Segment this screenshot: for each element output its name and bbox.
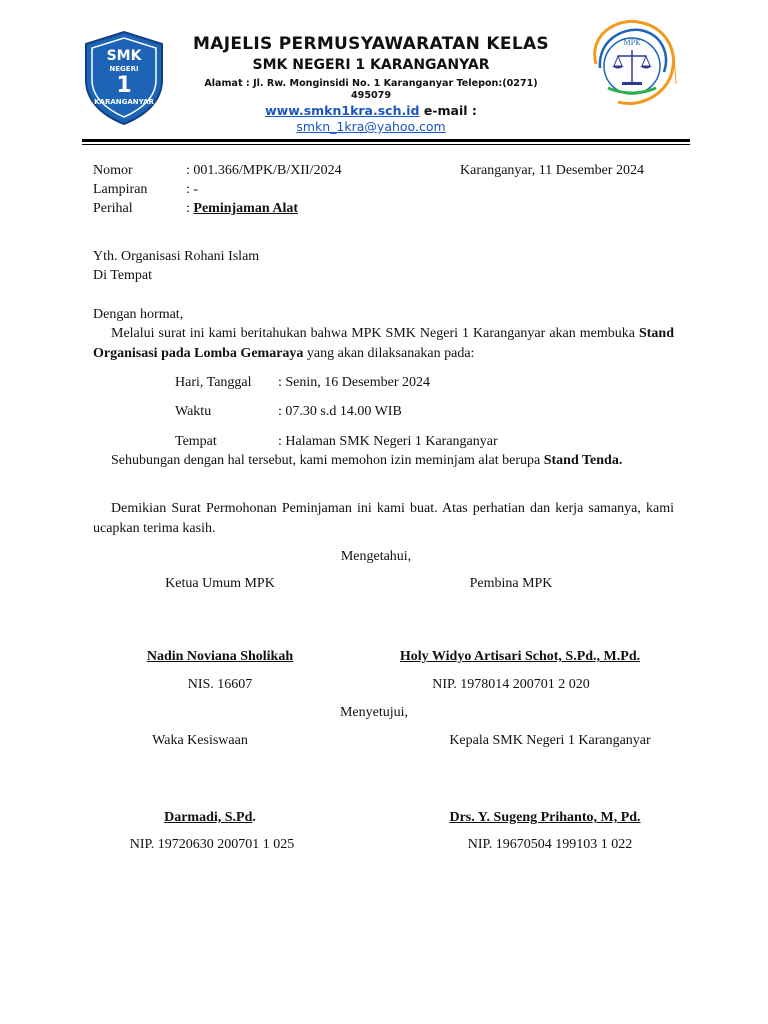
website-link[interactable]: www.smkn1kra.sch.id bbox=[265, 103, 420, 118]
smk-shield-logo bbox=[82, 30, 166, 126]
para2-text: Sehubungan dengan hal tersebut, kami memohon izin meminjam alat berupa bbox=[111, 453, 544, 468]
sig-right2-id: NIP. 19670504 199103 1 022 bbox=[467, 837, 633, 852]
paragraph-3: Demikian Surat Permohonan Peminjaman ini kami buat. Atas perhatian dan kerja samanya, kami ucapkan terima kasih. bbox=[93, 501, 674, 536]
paragraph-2 bbox=[93, 451, 674, 471]
detail-value-date: : Senin, 16 Desember 2024 bbox=[278, 375, 431, 390]
perihal-colon: : bbox=[186, 201, 194, 216]
nomor-label: Nomor bbox=[93, 163, 133, 178]
sig-left2-suffix: . bbox=[252, 810, 256, 825]
detail-value-place: : Halaman SMK Negeri 1 Karanganyar bbox=[278, 434, 498, 449]
detail-label-time: Waktu bbox=[175, 404, 212, 419]
header-rule-thick bbox=[82, 139, 690, 142]
lampiran-label: Lampiran bbox=[93, 182, 148, 197]
place-date: Karanganyar, 11 Desember 2024 bbox=[460, 163, 644, 178]
sig-right2-role: Kepala SMK Negeri 1 Karanganyar bbox=[449, 733, 651, 748]
sig-left-role: Ketua Umum MPK bbox=[165, 576, 275, 591]
school-address: Alamat : Jl. Rw. Monginsidi No. 1 Karanganyar Telepon:(0271) 495079 bbox=[204, 78, 538, 101]
para1-text-a: Melalui surat ini kami beritahukan bahwa MPK SMK Negeri 1 Karanganyar akan membuka bbox=[111, 326, 639, 341]
para1-bold: Stand Organisasi pada Lomba Gemaraya bbox=[93, 326, 674, 361]
sig-left2-name: Darmadi, S.Pd bbox=[164, 810, 253, 825]
perihal-value-line bbox=[186, 199, 298, 218]
detail-label-place: Tempat bbox=[175, 434, 217, 449]
logo-text-karanganyar: KARANGANYAR bbox=[94, 98, 154, 106]
email-label: e-mail : bbox=[419, 103, 477, 118]
sig-right2-name: Drs. Y. Sugeng Prihanto, M, Pd. bbox=[449, 810, 641, 825]
logo-text-negeri: NEGERI bbox=[109, 65, 139, 73]
para1-text-b: yang akan dilaksanakan pada: bbox=[303, 345, 475, 361]
paragraph-1 bbox=[93, 324, 674, 363]
logo-text-smk: SMK bbox=[106, 48, 142, 64]
logo-text-1: 1 bbox=[116, 73, 132, 98]
para2-bold: Stand Tenda. bbox=[543, 453, 623, 468]
recipient-line2: Di Tempat bbox=[93, 268, 153, 283]
mpk-logo bbox=[578, 14, 684, 112]
sig-left2-role: Waka Kesiswaan bbox=[152, 733, 248, 748]
sig-left2-name-line bbox=[110, 808, 310, 827]
sig-left2-id: NIP. 19720630 200701 1 025 bbox=[129, 837, 295, 852]
school-name: SMK NEGERI 1 KARANGANYAR bbox=[252, 57, 490, 73]
email-link[interactable]: smkn_1kra@yahoo.com bbox=[296, 119, 446, 134]
menyetujui-label: Menyetujui, bbox=[339, 705, 409, 720]
recipient-line1: Yth. Organisasi Rohani Islam bbox=[93, 249, 260, 264]
contact-info bbox=[180, 103, 562, 135]
perihal-value: Peminjaman Alat bbox=[193, 201, 298, 216]
perihal-label: Perihal bbox=[93, 201, 133, 216]
header-rule-thin bbox=[82, 144, 690, 145]
logo-text-mpk: MPK bbox=[623, 39, 641, 47]
mengetahui-label: Mengetahui, bbox=[340, 549, 412, 564]
org-name: MAJELIS PERMUSYAWARATAN KELAS bbox=[193, 34, 549, 54]
detail-label-date: Hari, Tanggal bbox=[175, 375, 252, 390]
lampiran-value: : - bbox=[186, 182, 199, 197]
detail-value-time: : 07.30 s.d 14.00 WIB bbox=[278, 404, 402, 419]
salutation: Dengan hormat, bbox=[93, 307, 184, 322]
sig-right-id: NIP. 1978014 200701 2 020 bbox=[432, 677, 590, 692]
sig-right-name: Holy Widyo Artisari Schot, S.Pd., M.Pd. bbox=[399, 649, 641, 664]
nomor-value: : 001.366/MPK/B/XII/2024 bbox=[186, 163, 342, 178]
sig-right-role: Pembina MPK bbox=[469, 576, 553, 591]
sig-left-name: Nadin Noviana Sholikah bbox=[146, 649, 294, 664]
sig-left-id: NIS. 16607 bbox=[187, 677, 253, 692]
